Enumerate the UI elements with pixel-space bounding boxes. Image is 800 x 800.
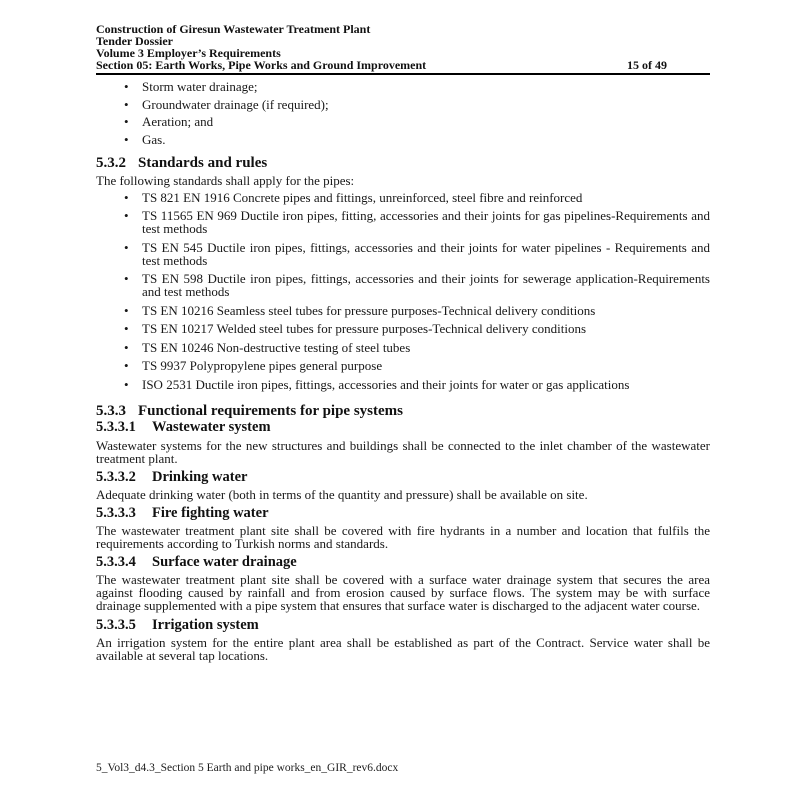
subsection-heading-wastewater <box>96 420 710 435</box>
list-item <box>96 241 710 267</box>
section-heading-functional <box>96 403 710 419</box>
bullet-icon: • <box>124 302 129 318</box>
list-item <box>96 304 710 317</box>
list-item-text: TS EN 10216 Seamless steel tubes for pressure purposes-Technical delivery conditions <box>142 302 596 318</box>
heading-title: Irrigation system <box>152 616 259 633</box>
bullet-icon: • <box>124 239 129 255</box>
bullet-icon: • <box>124 271 129 286</box>
footer-filename: 5_Vol3_d4.3_Section 5 Earth and pipe works_en_GIR_rev6.docx <box>96 762 399 774</box>
list-item <box>96 80 710 93</box>
bullet-icon: • <box>124 321 129 336</box>
heading-number: 5.3.3 <box>96 402 126 419</box>
list-item-text: Gas. <box>142 131 166 147</box>
header-line-section-row <box>96 59 710 71</box>
list-item-text: TS EN 10246 Non-destructive testing of steel tubes <box>142 339 411 355</box>
standards-intro-paragraph: The following standards shall apply for the pipes: <box>96 172 355 188</box>
bullet-icon: • <box>124 189 129 205</box>
heading-number: 5.3.2 <box>96 154 126 171</box>
list-item <box>96 133 710 146</box>
heading-number: 5.3.3.1 <box>96 418 136 435</box>
list-item <box>96 191 710 204</box>
heading-title: Wastewater system <box>152 418 271 435</box>
list-item-text: Aeration; and <box>142 114 214 129</box>
section-heading-standards <box>96 155 710 171</box>
header-line-section: Section 05: Earth Works, Pipe Works and Ground Improvement <box>96 58 427 72</box>
list-item-text: Groundwater drainage (if required); <box>142 96 329 112</box>
bullet-icon: • <box>124 131 129 147</box>
wastewater-paragraph: Wastewater systems for the new structures and buildings shall be connected to the inlet chamber of the wastewater treatment plant. <box>96 437 710 466</box>
list-item <box>96 341 710 354</box>
header-line-project: Construction of Giresun Wastewater Treatment Plant <box>96 22 371 36</box>
bullet-icon: • <box>124 339 129 355</box>
list-item-text: Storm water drainage; <box>142 79 258 94</box>
header-line-volume: Volume 3 Employer’s Requirements <box>96 46 281 60</box>
list-item-text: TS 9937 Polypropylene pipes general purpose <box>142 358 383 373</box>
drinking-water-paragraph: Adequate drinking water (both in terms of the quantity and pressure) shall be available on site. <box>96 486 588 502</box>
irrigation-paragraph: An irrigation system for the entire plant area shall be established as part of the Contract. Service water shall be available at several tap locations. <box>96 634 710 663</box>
heading-number: 5.3.3.5 <box>96 616 136 633</box>
list-item-text: ISO 2531 Ductile iron pipes, fittings, accessories and their joints for water or gas applications <box>142 376 630 392</box>
list-item <box>96 378 710 391</box>
list-item <box>96 272 710 298</box>
heading-title: Surface water drainage <box>152 553 297 570</box>
bullet-icon: • <box>124 96 129 112</box>
page-number: 15 of 49 <box>627 58 667 72</box>
heading-title: Fire fighting water <box>152 504 269 521</box>
heading-title: Standards and rules <box>138 154 268 171</box>
fire-fighting-paragraph: The wastewater treatment plant site shall be covered with fire hydrants in a number and location that fulfils the requirements according to Turkish norms and standards. <box>96 522 710 551</box>
subsection-heading-surface-water <box>96 555 710 570</box>
subsection-heading-irrigation <box>96 618 710 633</box>
list-item-text: TS EN 598 Ductile iron pipes, fittings, accessories and their joints for sewerage application-Requirements and test methods <box>142 271 710 299</box>
surface-water-paragraph: The wastewater treatment plant site shall be covered with a surface water drainage system that secures the area against flooding caused by rainfall and from erosion caused by surface flows. The system may be with surface drainage supplemented with a pipe system that ensures that surface water is discharged to the adjacent water course. <box>96 571 710 613</box>
list-item <box>96 322 710 335</box>
bullet-icon: • <box>124 79 129 94</box>
heading-title: Functional requirements for pipe systems <box>138 402 403 419</box>
heading-number: 5.3.3.3 <box>96 504 136 521</box>
list-item-text: TS 821 EN 1916 Concrete pipes and fittings, unreinforced, steel fibre and reinforced <box>142 189 583 205</box>
list-item-text: TS 11565 EN 969 Ductile iron pipes, fitting, accessories and their joints for gas pipelines-Requirements and test methods <box>142 208 710 236</box>
list-item <box>96 115 710 128</box>
list-item-text: TS EN 545 Ductile iron pipes, fittings, accessories and their joints for water pipelines - Requirements and test methods <box>142 239 710 268</box>
heading-number: 5.3.3.4 <box>96 553 136 570</box>
bullet-icon: • <box>124 208 129 223</box>
bullet-icon: • <box>124 376 129 392</box>
bullet-icon: • <box>124 358 129 373</box>
header-line-dossier: Tender Dossier <box>96 34 174 48</box>
list-item-text: TS EN 10217 Welded steel tubes for pressure purposes-Technical delivery conditions <box>142 321 587 336</box>
drainage-bullet-list <box>96 80 710 146</box>
subsection-heading-drinking-water <box>96 470 710 485</box>
list-item <box>96 359 710 372</box>
list-item <box>96 98 710 111</box>
subsection-heading-fire-fighting <box>96 506 710 521</box>
heading-title: Drinking water <box>152 468 248 485</box>
list-item <box>96 209 710 235</box>
heading-number: 5.3.3.2 <box>96 468 136 485</box>
document-header <box>96 23 710 75</box>
bullet-icon: • <box>124 114 129 129</box>
standards-bullet-list <box>96 191 710 391</box>
page-content <box>96 23 710 662</box>
